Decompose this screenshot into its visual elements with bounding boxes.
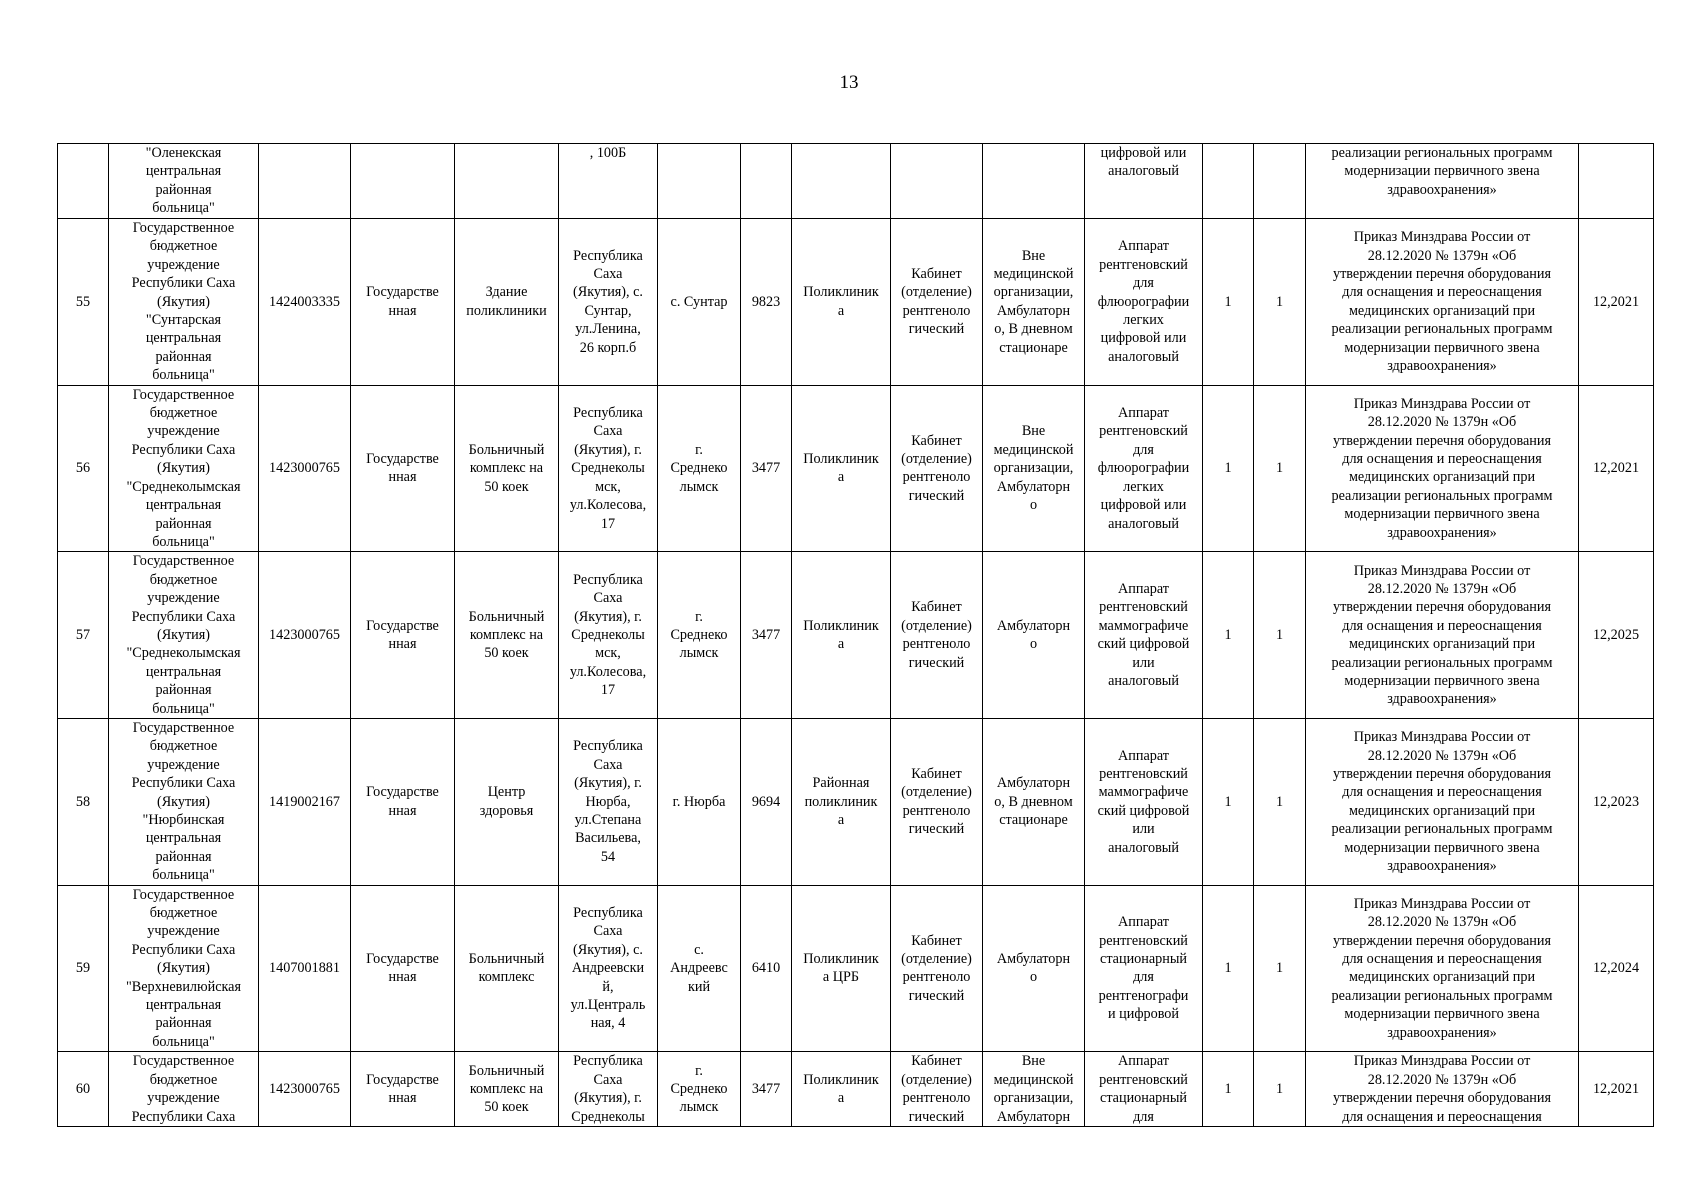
cell-inn: 1424003335 xyxy=(259,219,351,386)
cell-unit: Поликлиник а xyxy=(792,385,891,552)
cell-conditions: Амбулаторн о xyxy=(983,552,1085,719)
page-number: 13 xyxy=(839,72,859,93)
cell-organization: Государственное бюджетное учреждение Республики Саха (Якутия) "Сунтарская центральная районная больница" xyxy=(109,219,259,386)
cell-inn: 1407001881 xyxy=(259,885,351,1052)
cell-settlement: г. Среднеко лымск xyxy=(658,552,741,719)
cell-number: 60 xyxy=(58,1052,109,1127)
cell-unit: Поликлиник а ЦРБ xyxy=(792,885,891,1052)
table-row xyxy=(58,718,1654,885)
cell-conditions: Вне медицинской организации, Амбулаторн о, В дневном стационаре xyxy=(983,219,1085,386)
cell-number: 55 xyxy=(58,219,109,386)
cell-qty-needed: 1 xyxy=(1203,885,1254,1052)
cell-ownership xyxy=(351,144,455,219)
cell-building: Больничный комплекс на 50 коек xyxy=(455,385,559,552)
cell-conditions: Амбулаторн о xyxy=(983,885,1085,1052)
cell-qty-planned xyxy=(1254,144,1306,219)
cell-building: Больничный комплекс на 50 коек xyxy=(455,552,559,719)
cell-qty-planned: 1 xyxy=(1254,219,1306,386)
cell-building: Центр здоровья xyxy=(455,718,559,885)
cell-organization: Государственное бюджетное учреждение Республики Саха xyxy=(109,1052,259,1127)
table-row xyxy=(58,885,1654,1052)
cell-equipment: Аппарат рентгеновский маммографиче ский цифровой или аналоговый xyxy=(1085,552,1203,719)
cell-building: Больничный комплекс на 50 коек xyxy=(455,1052,559,1127)
cell-inn: 1423000765 xyxy=(259,385,351,552)
cell-address: Республика Саха (Якутия), с. Сунтар, ул.Ленина, 26 корп.б xyxy=(559,219,658,386)
cell-qty-needed: 1 xyxy=(1203,1052,1254,1127)
cell-order: Приказ Минздрава России от 28.12.2020 № 1379н «Об утверждении перечня оборудования для оснащения и переоснащения медицинских организаций при реализации региональных программ модернизации первичного звена здравоохранения» xyxy=(1306,385,1579,552)
cell-order: Приказ Минздрава России от 28.12.2020 № 1379н «Об утверждении перечня оборудования для оснащения и переоснащения xyxy=(1306,1052,1579,1127)
cell-organization: "Оленекская центральная районная больница" xyxy=(109,144,259,219)
cell-department: Кабинет (отделение) рентгеноло гический xyxy=(891,385,983,552)
cell-conditions: Вне медицинской организации, Амбулаторн о xyxy=(983,385,1085,552)
cell-inn xyxy=(259,144,351,219)
cell-ownership: Государстве нная xyxy=(351,1052,455,1127)
cell-unit: Поликлиник а xyxy=(792,552,891,719)
cell-order: Приказ Минздрава России от 28.12.2020 № 1379н «Об утверждении перечня оборудования для оснащения и переоснащения медицинских организаций при реализации региональных программ модернизации первичного звена здравоохранения» xyxy=(1306,885,1579,1052)
table-row-cut xyxy=(58,1052,1654,1127)
cell-equipment: Аппарат рентгеновский стационарный для xyxy=(1085,1052,1203,1127)
cell-address: Республика Саха (Якутия), с. Андреевски й, ул.Централь ная, 4 xyxy=(559,885,658,1052)
cell-qty-needed xyxy=(1203,144,1254,219)
cell-settlement: с. Андреевс кий xyxy=(658,885,741,1052)
cell-address: , 100Б xyxy=(559,144,658,219)
cell-settlement: г. Среднеко лымск xyxy=(658,385,741,552)
cell-address: Республика Саха (Якутия), г. Среднеколы мск, ул.Колесова, 17 xyxy=(559,552,658,719)
cell-qty-planned: 1 xyxy=(1254,1052,1306,1127)
cell-qty-planned: 1 xyxy=(1254,552,1306,719)
cell-building xyxy=(455,144,559,219)
cell-inn: 1423000765 xyxy=(259,552,351,719)
cell-settlement: г. Среднеко лымск xyxy=(658,1052,741,1127)
cell-address: Республика Саха (Якутия), г. Среднеколы мск, ул.Колесова, 17 xyxy=(559,385,658,552)
cell-population: 3477 xyxy=(741,552,792,719)
cell-order: Приказ Минздрава России от 28.12.2020 № 1379н «Об утверждении перечня оборудования для оснащения и переоснащения медицинских организаций при реализации региональных программ модернизации первичного звена здравоохранения» xyxy=(1306,552,1579,719)
cell-qty-planned: 1 xyxy=(1254,718,1306,885)
cell-address: Республика Саха (Якутия), г. Среднеколы xyxy=(559,1052,658,1127)
cell-population: 9823 xyxy=(741,219,792,386)
cell-unit xyxy=(792,144,891,219)
cell-address: Республика Саха (Якутия), г. Нюрба, ул.Степана Васильева, 54 xyxy=(559,718,658,885)
table-row-continued xyxy=(58,144,1654,219)
cell-equipment: Аппарат рентгеновский стационарный для рентгенографи и цифровой xyxy=(1085,885,1203,1052)
cell-building: Больничный комплекс xyxy=(455,885,559,1052)
cell-qty-needed: 1 xyxy=(1203,718,1254,885)
cell-ownership: Государстве нная xyxy=(351,552,455,719)
cell-qty-planned: 1 xyxy=(1254,885,1306,1052)
cell-population: 6410 xyxy=(741,885,792,1052)
cell-number xyxy=(58,144,109,219)
cell-number: 56 xyxy=(58,385,109,552)
cell-conditions: Вне медицинской организации, Амбулаторн xyxy=(983,1052,1085,1127)
cell-department: Кабинет (отделение) рентгеноло гический xyxy=(891,1052,983,1127)
cell-date: 12,2021 xyxy=(1579,385,1654,552)
cell-settlement xyxy=(658,144,741,219)
cell-equipment: Аппарат рентгеновский для флюорографии легких цифровой или аналоговый xyxy=(1085,219,1203,386)
cell-unit: Поликлиник а xyxy=(792,219,891,386)
cell-order: Приказ Минздрава России от 28.12.2020 № 1379н «Об утверждении перечня оборудования для оснащения и переоснащения медицинских организаций при реализации региональных программ модернизации первичного звена здравоохранения» xyxy=(1306,219,1579,386)
cell-equipment: Аппарат рентгеновский для флюорографии легких цифровой или аналоговый xyxy=(1085,385,1203,552)
cell-equipment: цифровой или аналоговый xyxy=(1085,144,1203,219)
cell-ownership: Государстве нная xyxy=(351,385,455,552)
cell-settlement: г. Нюрба xyxy=(658,718,741,885)
cell-inn: 1423000765 xyxy=(259,1052,351,1127)
cell-population: 3477 xyxy=(741,385,792,552)
cell-organization: Государственное бюджетное учреждение Республики Саха (Якутия) "Нюрбинская центральная районная больница" xyxy=(109,718,259,885)
cell-date: 12,2024 xyxy=(1579,885,1654,1052)
cell-qty-needed: 1 xyxy=(1203,385,1254,552)
cell-organization: Государственное бюджетное учреждение Республики Саха (Якутия) "Среднеколымская центральная районная больница" xyxy=(109,552,259,719)
table-row xyxy=(58,385,1654,552)
equipment-table xyxy=(57,143,1654,1127)
cell-ownership: Государстве нная xyxy=(351,885,455,1052)
cell-unit: Районная поликлиник а xyxy=(792,718,891,885)
cell-population xyxy=(741,144,792,219)
table-row xyxy=(58,552,1654,719)
cell-number: 58 xyxy=(58,718,109,885)
cell-conditions xyxy=(983,144,1085,219)
cell-date: 12,2021 xyxy=(1579,1052,1654,1127)
cell-organization: Государственное бюджетное учреждение Республики Саха (Якутия) "Среднеколымская центральная районная больница" xyxy=(109,385,259,552)
cell-population: 9694 xyxy=(741,718,792,885)
cell-number: 57 xyxy=(58,552,109,719)
cell-equipment: Аппарат рентгеновский маммографиче ский цифровой или аналоговый xyxy=(1085,718,1203,885)
cell-population: 3477 xyxy=(741,1052,792,1127)
cell-department: Кабинет (отделение) рентгеноло гический xyxy=(891,885,983,1052)
cell-inn: 1419002167 xyxy=(259,718,351,885)
table-row xyxy=(58,219,1654,386)
cell-order: реализации региональных программ модернизации первичного звена здравоохранения» xyxy=(1306,144,1579,219)
cell-order: Приказ Минздрава России от 28.12.2020 № 1379н «Об утверждении перечня оборудования для оснащения и переоснащения медицинских организаций при реализации региональных программ модернизации первичного звена здравоохранения» xyxy=(1306,718,1579,885)
cell-conditions: Амбулаторн о, В дневном стационаре xyxy=(983,718,1085,885)
cell-qty-needed: 1 xyxy=(1203,219,1254,386)
cell-department: Кабинет (отделение) рентгеноло гический xyxy=(891,219,983,386)
cell-qty-needed: 1 xyxy=(1203,552,1254,719)
cell-ownership: Государстве нная xyxy=(351,219,455,386)
cell-date xyxy=(1579,144,1654,219)
cell-organization: Государственное бюджетное учреждение Республики Саха (Якутия) "Верхневилюйская центральная районная больница" xyxy=(109,885,259,1052)
cell-unit: Поликлиник а xyxy=(792,1052,891,1127)
cell-date: 12,2021 xyxy=(1579,219,1654,386)
cell-date: 12,2025 xyxy=(1579,552,1654,719)
cell-department: Кабинет (отделение) рентгеноло гический xyxy=(891,718,983,885)
cell-qty-planned: 1 xyxy=(1254,385,1306,552)
cell-department xyxy=(891,144,983,219)
cell-ownership: Государстве нная xyxy=(351,718,455,885)
cell-date: 12,2023 xyxy=(1579,718,1654,885)
cell-department: Кабинет (отделение) рентгеноло гический xyxy=(891,552,983,719)
cell-building: Здание поликлиники xyxy=(455,219,559,386)
cell-number: 59 xyxy=(58,885,109,1052)
cell-settlement: с. Сунтар xyxy=(658,219,741,386)
